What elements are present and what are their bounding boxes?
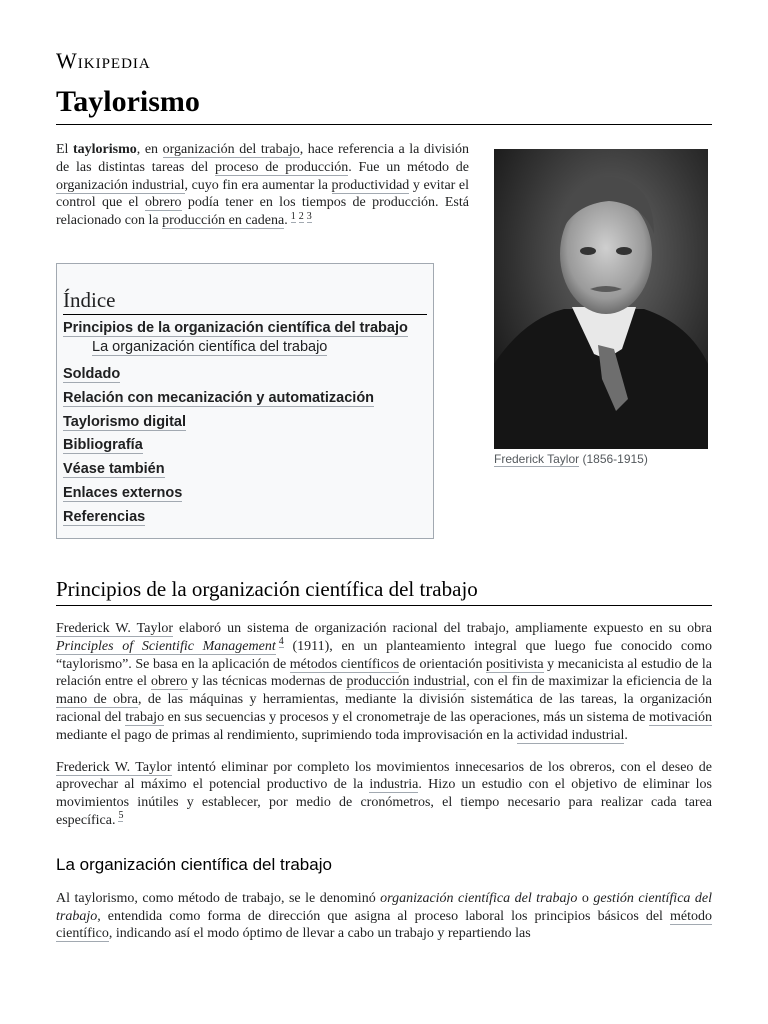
toc-item-label[interactable]: Bibliografía (63, 437, 143, 454)
reference-link-4[interactable]: 4 (278, 636, 284, 648)
table-of-contents (56, 263, 434, 539)
link-mano-de-obra[interactable]: mano de obra (56, 692, 138, 708)
link-trabajo[interactable]: trabajo (125, 709, 165, 725)
toc-item-referencias[interactable] (63, 506, 427, 530)
toc-subitem-organizacion[interactable] (63, 337, 427, 363)
toc-item-label[interactable]: Véase también (63, 461, 165, 478)
reference-link-2[interactable]: 2 (298, 210, 304, 222)
link-obrero-2[interactable]: obrero (150, 674, 188, 690)
toc-item-soldado[interactable] (63, 363, 427, 387)
link-motivacion[interactable]: motivación (649, 709, 712, 725)
toc-item-label[interactable]: Referencias (63, 508, 146, 525)
section1-paragraph-1: Frederick W. Taylor elaboró un sistema de organización racional del trabajo, ampliamente expuesto en su obra Principles of Scientific Management $^4$ (1911), en un planteamiento integral que luego fue conocido como “taylorismo”. Se basa en la aplicación de métodos científicos de orientación positivista y mecanicista al estudio de la relación entre el obrero y las técnicas modernas de producción industrial, con el fin de maximizar la eficiencia de la mano de obra, de las máquinas y herramientas, mediante la división sistemática de las tareas, la organización racional del trabajo en sus secuencias y procesos y el cronometraje de las operaciones, más un sistema de motivación mediante el pago de primas al rendimiento, suprimiendo toda improvisación en la actividad industrial. (56, 621, 712, 743)
link-principles-book[interactable]: Principles of Scientific Management (56, 638, 276, 654)
toc-item-label[interactable]: La organización científica del trabajo (92, 339, 328, 355)
toc-list (63, 320, 427, 530)
link-metodo-cientifico[interactable]: método científico (56, 908, 712, 942)
article-page (56, 0, 712, 943)
link-metodos-cientificos[interactable]: métodos científicos (289, 656, 400, 672)
portrait-image (494, 149, 708, 449)
toc-item-bibliografia[interactable] (63, 434, 427, 458)
portrait-photo[interactable] (494, 149, 708, 449)
lead-paragraph: El taylorismo, en organización del trabajo, hace referencia a la división de las distintas tareas del proceso de producción. Fue un método de organización industrial, cuyo fin era aumentar la productividad y evitar el control que el obrero podía tener en los tiempos de producción. Está relacionado con la producción en cadena. $^{1 2 3}$ (56, 142, 469, 229)
link-obrero[interactable]: obrero (144, 195, 182, 211)
figure-caption (494, 452, 708, 467)
link-industria[interactable]: industria (369, 777, 419, 793)
toc-item-taylorismo-digital[interactable] (63, 411, 427, 435)
caption-dates: (1856-1915) (579, 452, 648, 466)
toc-title: Índice (63, 288, 427, 315)
toc-item-enlaces-externos[interactable] (63, 482, 427, 506)
toc-item-principios[interactable] (63, 320, 427, 337)
subsection-paragraph-1: Al taylorismo, como método de trabajo, se le denominó organización científica del trabajo o gestión científica del trabajo, entendida como forma de dirección que asigna al proceso laboral los principios básicos del método científico, indicando así el modo óptimo de llevar a cabo un trabajo y repartiendo las (56, 890, 712, 942)
link-organizacion-trabajo[interactable]: organización del trabajo (162, 142, 300, 157)
reference-link-1[interactable]: 1 (290, 210, 296, 222)
section-heading-principios: Principios de la organización científica del trabajo (56, 577, 712, 606)
bold-term: taylorismo (73, 142, 137, 157)
caption-link-frederick-taylor[interactable]: Frederick Taylor (494, 452, 580, 466)
toc-item-label[interactable]: Principios de la organización científica del trabajo (63, 320, 408, 336)
toc-item-vease-tambien[interactable] (63, 458, 427, 482)
link-productividad[interactable]: productividad (331, 177, 410, 193)
link-organizacion-industrial[interactable]: organización industrial (56, 177, 185, 193)
reference-link-3[interactable]: 3 (306, 210, 312, 222)
toc-item-label[interactable]: Taylorismo digital (63, 413, 187, 430)
page-title: Taylorismo (56, 84, 712, 125)
emphasis-gestion: gestión científica del trabajo (56, 890, 712, 924)
lead-section (56, 141, 712, 561)
link-produccion-industrial[interactable]: producción industrial (346, 674, 467, 690)
wikipedia-logo[interactable]: Wikipedia (56, 48, 151, 73)
reference-link-5[interactable]: 5 (118, 810, 124, 822)
emphasis-organizacion: organización científica del trabajo (380, 890, 578, 906)
subsection-heading-organizacion: La organización científica del trabajo (56, 854, 332, 874)
infobox-figure (494, 149, 708, 467)
link-frederick-w-taylor-2[interactable]: Frederick W. Taylor (56, 759, 172, 775)
link-proceso-produccion[interactable]: proceso de producción (214, 159, 349, 175)
toc-item-label[interactable]: Enlaces externos (63, 484, 183, 501)
link-positivista[interactable]: positivista (486, 656, 544, 672)
toc-item-mecanizacion[interactable] (63, 387, 427, 411)
toc-item-label[interactable]: Soldado (63, 366, 121, 382)
toc-item-label[interactable]: Relación con mecanización y automatización (63, 389, 375, 406)
link-frederick-w-taylor[interactable]: Frederick W. Taylor (56, 621, 173, 636)
section1-paragraph-2: Frederick W. Taylor intentó eliminar por completo los movimientos innecesarios de los obreros, con el deseo de aprovechar al máximo el potencial productivo de la industria. Hizo un estudio con el objetivo de eliminar los movimientos inútiles y establecer, por medio de cronómetros, el tiempo necesario para realizar cada tarea específica. $^5$ (56, 759, 712, 828)
link-actividad-industrial[interactable]: actividad industrial (516, 727, 625, 743)
link-produccion-cadena[interactable]: producción en cadena (162, 213, 285, 229)
